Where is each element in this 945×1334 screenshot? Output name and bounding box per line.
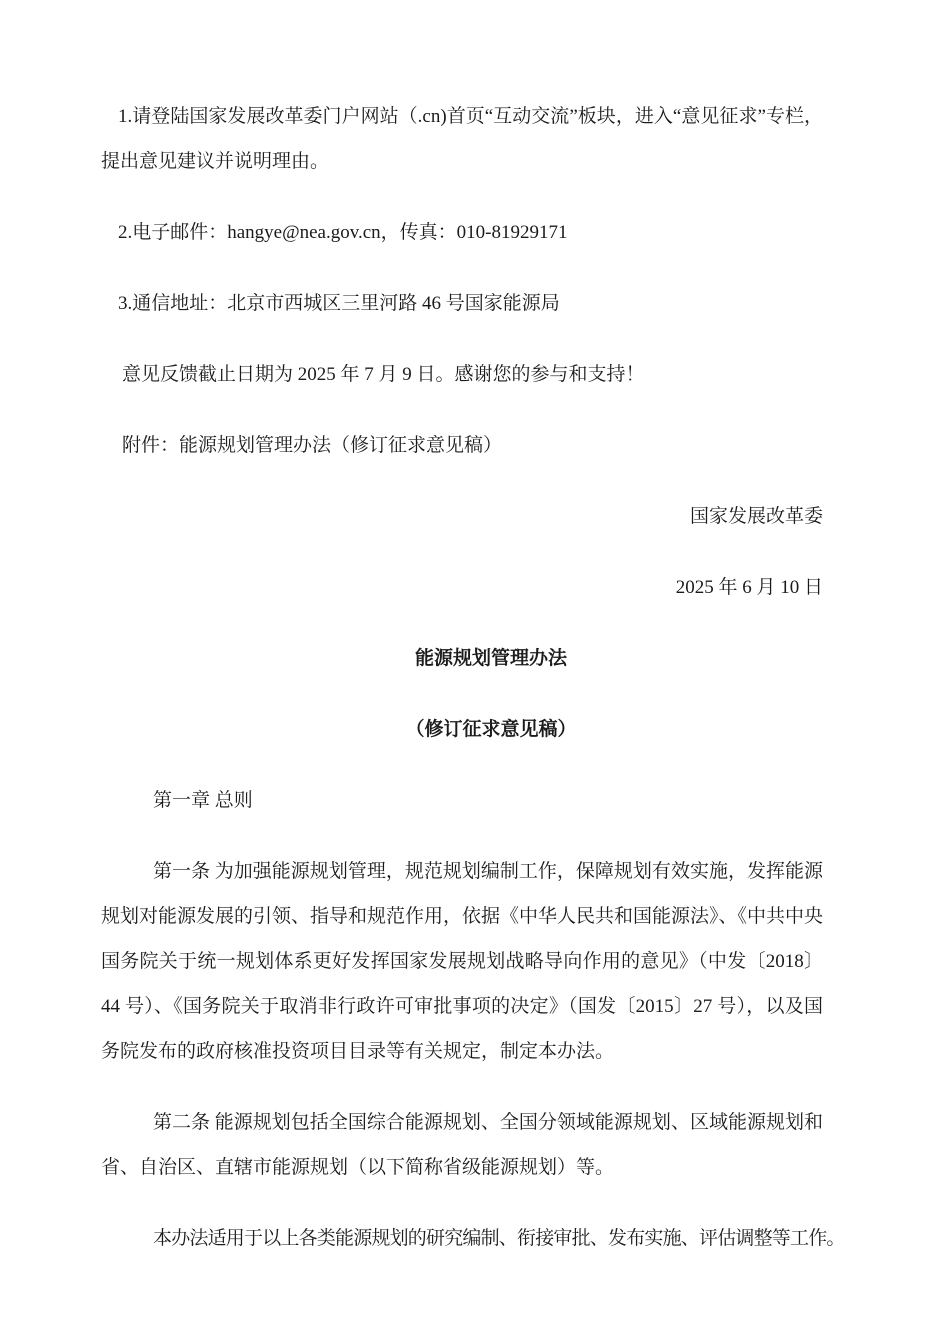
article-2-text: 第二条 能源规划包括全国综合能源规划、全国分领域能源规划、区域能源规划和省、自治区、直辖市能源规划（以下简称省级能源规划）等。 — [101, 1112, 823, 1178]
article-1-text: 第一条 为加强能源规划管理，规范规划编制工作，保障规划有效实施，发挥能源规划对能源发展的引领、指导和规范作用，依据《中华人民共和国能源法》、《中共中央 国务院关于统一规划体系更好发挥国家发展规划战略导向作用的意见》（中发〔2018〕44 号）、《国务院关于取消非行政许可审批事项的决定》（国发〔2015〕27 号），以及国务院发布的政府核准投资项目目录等有关规定，制定本办法。 — [101, 861, 824, 1062]
feedback-deadline-note: 意见反馈截止日期为 2025 年 7 月 9 日。感谢您的参与和支持！ — [122, 364, 645, 385]
article-2-scope-text: 本办法适用于以上各类能源规划的研究编制、衔接审批、发布实施、评估调整等工作。 — [153, 1228, 845, 1249]
feedback-channel-website: 1.请登陆国家发展改革委门户网站（.cn)首页“互动交流”板块，进入“意见征求”专栏，提出意见建议并说明理由。 — [101, 106, 823, 172]
chapter-1-heading: 第一章 总则 — [153, 790, 253, 811]
attachment-title: 能源规划管理办法 — [414, 648, 567, 669]
attachment-reference: 附件：能源规划管理办法（修订征求意见稿） — [122, 435, 503, 456]
attachment-subtitle: （修订征求意见稿） — [405, 719, 577, 740]
feedback-channel-email-fax: 2.电子邮件：hangye@nea.gov.cn，传真：010-81929171 — [118, 222, 568, 243]
issuer-signature: 国家发展改革委 — [689, 506, 823, 527]
feedback-channel-postal: 3.通信地址：北京市西城区三里河路 46 号国家能源局 — [118, 293, 560, 314]
issue-date: 2025 年 6 月 10 日 — [675, 577, 823, 598]
document-content — [101, 94, 845, 1287]
